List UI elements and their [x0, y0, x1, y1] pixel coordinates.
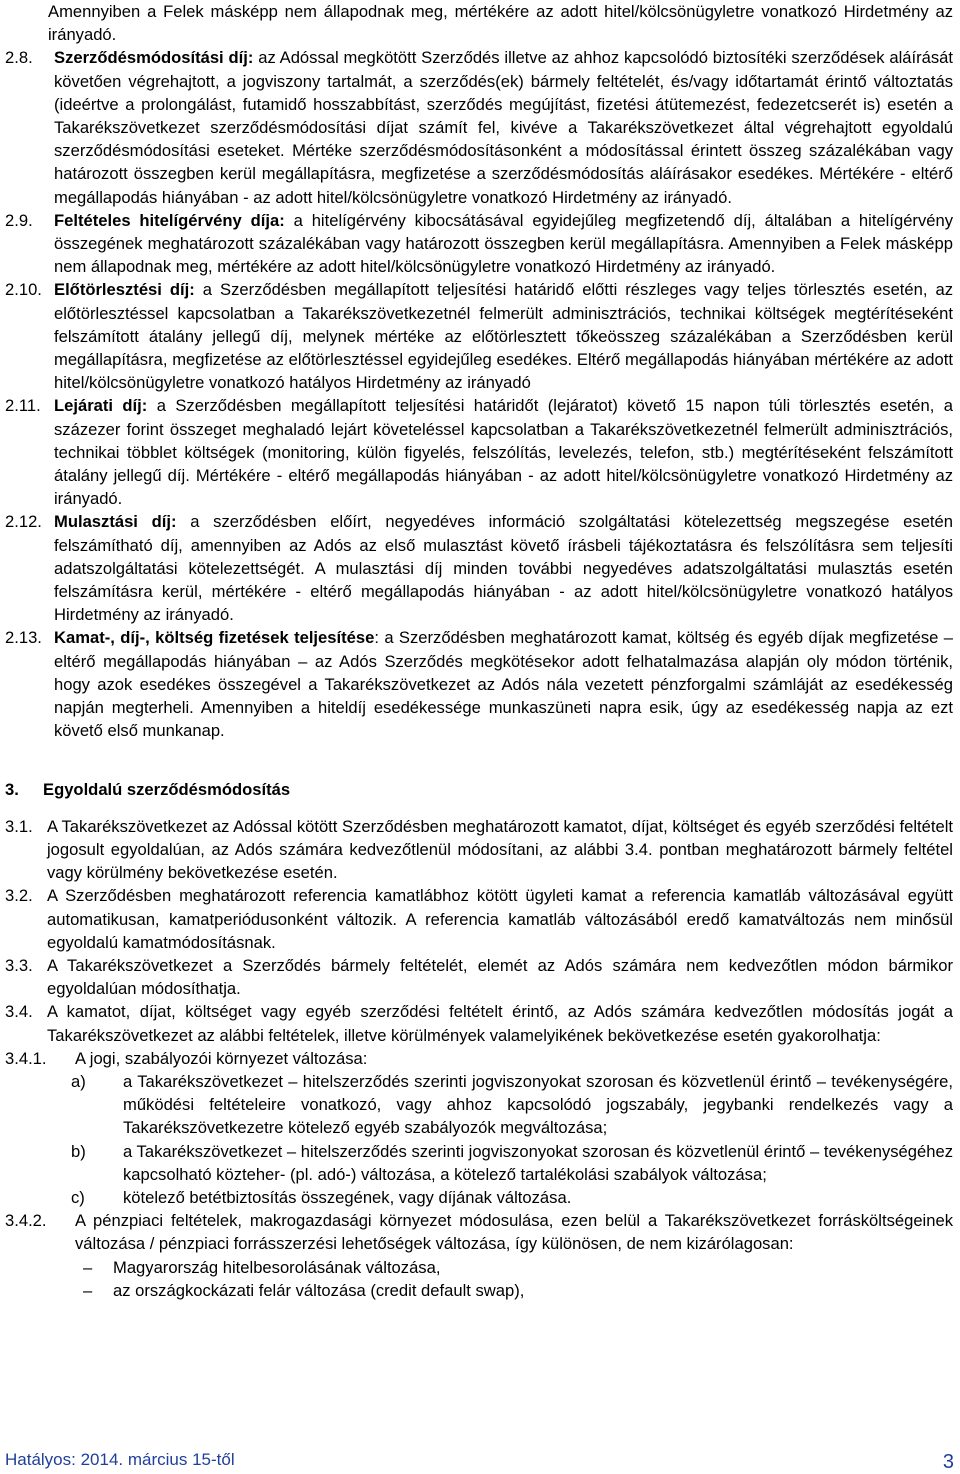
- section-heading-title: Egyoldalú szerződésmódosítás: [43, 779, 291, 799]
- paragraph-continuation: Amennyiben a Felek másképp nem állapodnak meg, mértékére az adott hitel/kölcsönügyletre vonatkozó Hirdetmény az irányadó.: [48, 2, 953, 45]
- section-number: 3.2.: [5, 886, 33, 906]
- section-body: : a Szerződésben meghatározott kamat, költség és egyéb díjak megfizetése – eltérő megállapodás hiányában – az Adós Szerződés megkötésekor adott felhatalmazása alapján oly módon történik, hogy azok esedékes összegével a Takarékszövetkezet az Adós nála vezetett pénzforgalmi számláját az esedékesség napján megterheli. Amennyiben a hiteldíj esedékessége munkaszüneti napra esik, úgy az esedékesség napja az ezt követő első munkanap.: [54, 628, 953, 741]
- section-3-1: [5, 815, 953, 885]
- section-2-11: [5, 394, 953, 510]
- section-number: 2.13.: [5, 628, 42, 648]
- section-2-12: [5, 510, 953, 626]
- section-title: Kamat-, díj-, költség fizetések teljesítése: [54, 628, 375, 648]
- section-text: [54, 626, 953, 742]
- list-item: [5, 1140, 953, 1186]
- section-number: 2.12.: [5, 512, 42, 532]
- section-body: A Takarékszövetkezet a Szerződés bármely feltételét, elemét az Adós számára nem kedvezőtlen módon bármikor egyoldalúan módosíthatja.: [47, 955, 953, 999]
- section-2-10: [5, 278, 953, 394]
- section-title: Lejárati díj:: [54, 396, 148, 416]
- section-2-8: [5, 46, 953, 208]
- section-3-4: [5, 1000, 953, 1046]
- section-number: 3.3.: [5, 955, 33, 975]
- section-number: 3.4.1.: [5, 1048, 47, 1068]
- section-title: Szerződésmódosítási díj:: [54, 48, 254, 68]
- section-number: 3.: [5, 779, 19, 799]
- section-2-13: [5, 626, 953, 742]
- bullet-item: [5, 1256, 953, 1279]
- section-body: A kamatot, díjat, költséget vagy egyéb szerződési feltételt érintő, az Adós számára kedvezőtlen módosítás jogát a Takarékszövetkezet az alábbi feltételek, illetve körülmények valamelyikének bekövetkezése esetén gyakorolhatja:: [47, 1002, 953, 1045]
- section-body: a hitelígérvény kibocsátásával egyidejűleg megfizetendő díj, általában a hitelígérvény összegének meghatározott százalékában vagy határozott összegben kerül megállapításra. Amennyiben a Felek másképp nem állapodnak meg, mértékére az adott hitel/kölcsönügyletre vonatkozó Hirdetmény az irányadó.: [54, 210, 953, 277]
- section-body: A pénzpiaci feltételek, makrogazdasági környezet módosulása, ezen belül a Takarékszövetkezet forrásköltségeinek változása / pénzpiaci forrásszerzési lehetőségek változása, így különösen, de nem kizárólagosan:: [75, 1211, 953, 1254]
- section-text: [54, 394, 953, 510]
- section-title: Előtörlesztési díj:: [54, 280, 195, 300]
- section-number: 3.4.: [5, 1002, 33, 1022]
- section-3-4-1: [5, 1047, 953, 1070]
- section-number: 2.9.: [5, 210, 33, 230]
- section-number: 3.1.: [5, 816, 33, 836]
- list-item: [5, 1186, 953, 1209]
- list-item-text: kötelező betétbiztosítás összegének, vagy díjának változása.: [123, 1187, 572, 1207]
- section-number: 2.11.: [5, 396, 41, 416]
- section-text: [54, 46, 953, 208]
- section-title: Feltételes hitelígérvény díja:: [54, 210, 285, 230]
- section-3-4-2: [5, 1209, 953, 1255]
- list-item-letter: a): [71, 1071, 86, 1091]
- list-item-letter: b): [71, 1141, 86, 1161]
- list-item: [5, 1070, 953, 1140]
- section-number: 2.8.: [5, 48, 33, 68]
- section-3-3: [5, 954, 953, 1000]
- bullet-text: Magyarország hitelbesorolásának változása,: [113, 1257, 441, 1277]
- list-item-text: a Takarékszövetkezet – hitelszerződés szerinti jogviszonyokat szorosan és közvetlenül érintő – tevékenységére, működési feltételeire vonatkozó, vagy ahhoz kapcsolódó jogszabály, jegybanki rendelkezés vagy a Takarékszövetkezetre kötelező egyéb szabályozók megváltozása;: [123, 1071, 953, 1138]
- section-body: A Takarékszövetkezet az Adóssal kötött Szerződésben meghatározott kamatot, díjat, költséget és egyéb szerződési feltételt jogosult egyoldalúan, az Adós számára kedvezőtlenül módosítani, az alábbi 3.4. pontban meghatározott bármely feltétel vagy körülmény bekövetkezése esetén.: [47, 816, 953, 883]
- dash-bullet: –: [83, 1257, 93, 1277]
- section-body: a Szerződésben megállapított teljesítési határidőt (lejáratot) követő 15 napon túli törlesztés esetén, a százezer forint összeget meghaladó lejárt követeléssel kapcsolatban a Takarékszövetkezetnél felmerült adminisztrációs, technikai többlet költségek (monitoring, külön figyelés, felszólítás, levelezés, telefon, stb.) megtérítéseként felszámított átalány jellegű díj. Mértékére - eltérő megállapodás hiányában - az adott hitel/kölcsönügyletre vonatkozó Hirdetmény az irányadó.: [54, 396, 953, 509]
- section-body: a szerződésben előírt, negyedéves információ szolgáltatási kötelezettség megszegése esetén felszámítható díj, amennyiben az Adós az első mulasztást követő írásbeli tájékoztatásra és felszólításra sem teljesíti adatszolgáltatási kötelezettségét. A mulasztási díj minden további negyedéves adatszolgáltatási mulasztás esetén felszámításra kerül, mértékére - eltérő megállapodás hiányában - az adott hitel/kölcsönügyletre vonatkozó hatályos Hirdetmény az irányadó.: [54, 512, 953, 625]
- section-text: [54, 510, 953, 626]
- section-number: 2.10.: [5, 280, 42, 300]
- section-3-heading: [5, 778, 953, 801]
- section-body: A jogi, szabályozói környezet változása:: [75, 1048, 368, 1068]
- section-title: Mulasztási díj:: [54, 512, 177, 532]
- bullet-item: [5, 1279, 953, 1302]
- section-body: a Szerződésben megállapított teljesítési határidő előtti részleges vagy teljes törlesztés esetén, az előtörlesztéssel kapcsolatban a Takarékszövetkezetnél felmerült adminisztrációs, technikai költségek megtérítéseként felszámított átalány jellegű díj, melynek mértéke az előtörlesztett tőkeösszeg százalékában a Szerződésben kerül megállapításra, megfizetése az előtörlesztéssel egyidejűleg esedékes. Eltérő megállapodás hiányában mértékére az adott hitel/kölcsönügyletre vonatkozó hatályos Hirdetmény az irányadó: [54, 280, 954, 393]
- dash-bullet: –: [83, 1280, 93, 1300]
- bullet-text: az országkockázati felár változása (credit default swap),: [113, 1280, 525, 1300]
- section-number: 3.4.2.: [5, 1211, 47, 1231]
- section-3-2: [5, 884, 953, 954]
- list-item-text: a Takarékszövetkezet – hitelszerződés szerinti jogviszonyokat szorosan és közvetlenül érintő – tevékenységéhez kapcsolható közteher- (pl. adó-) változása, a kötelező tartalékolási szabályok változása;: [123, 1141, 953, 1184]
- section-text: [54, 278, 953, 394]
- page-number: 3: [942, 1451, 954, 1473]
- section-text: [54, 209, 953, 279]
- section-body: A Szerződésben meghatározott referencia kamatlábhoz kötött ügyleti kamat a referencia kamatláb változásával együtt automatikusan, kamatperiódusonként változik. A referencia kamatláb változásából eredő kamatváltozás nem minősül egyoldalú kamatmódosításnak.: [47, 886, 953, 952]
- document-page: [5, 0, 953, 1302]
- effective-date-footer: Hatályos: 2014. március 15-től: [5, 1450, 235, 1469]
- list-item-letter: c): [71, 1187, 85, 1207]
- section-2-9: [5, 209, 953, 279]
- section-body: az Adóssal megkötött Szerződés illetve az ahhoz kapcsolódó biztosítéki szerződések aláírását követően végrehajtott, a jogviszony tartalmát, a szerződés(ek) bármely feltételét, és/vagy időtartamát érintő változtatás (ideértve a prolongálást, futamidő hosszabbítást, szerződés megújítást, fizetési átütemezést, fedezetcserét is) esetén a Takarékszövetkezet szerződésmódosítási díjat számít fel, kivéve a Takarékszövetkezet által végrehajtott egyoldalú szerződésmódosítási eseteket. Mértéke szerződésmódosításonként a módosítással érintett összeg százalékában vagy határozott összegben kerül megállapításra, megfizetése a szerződésmódosítás aláírásakor esedékes. Mértékére - eltérő megállapodás hiányában - az adott hitel/kölcsönügyletre vonatkozó Hirdetmény az irányadó.: [54, 48, 954, 207]
